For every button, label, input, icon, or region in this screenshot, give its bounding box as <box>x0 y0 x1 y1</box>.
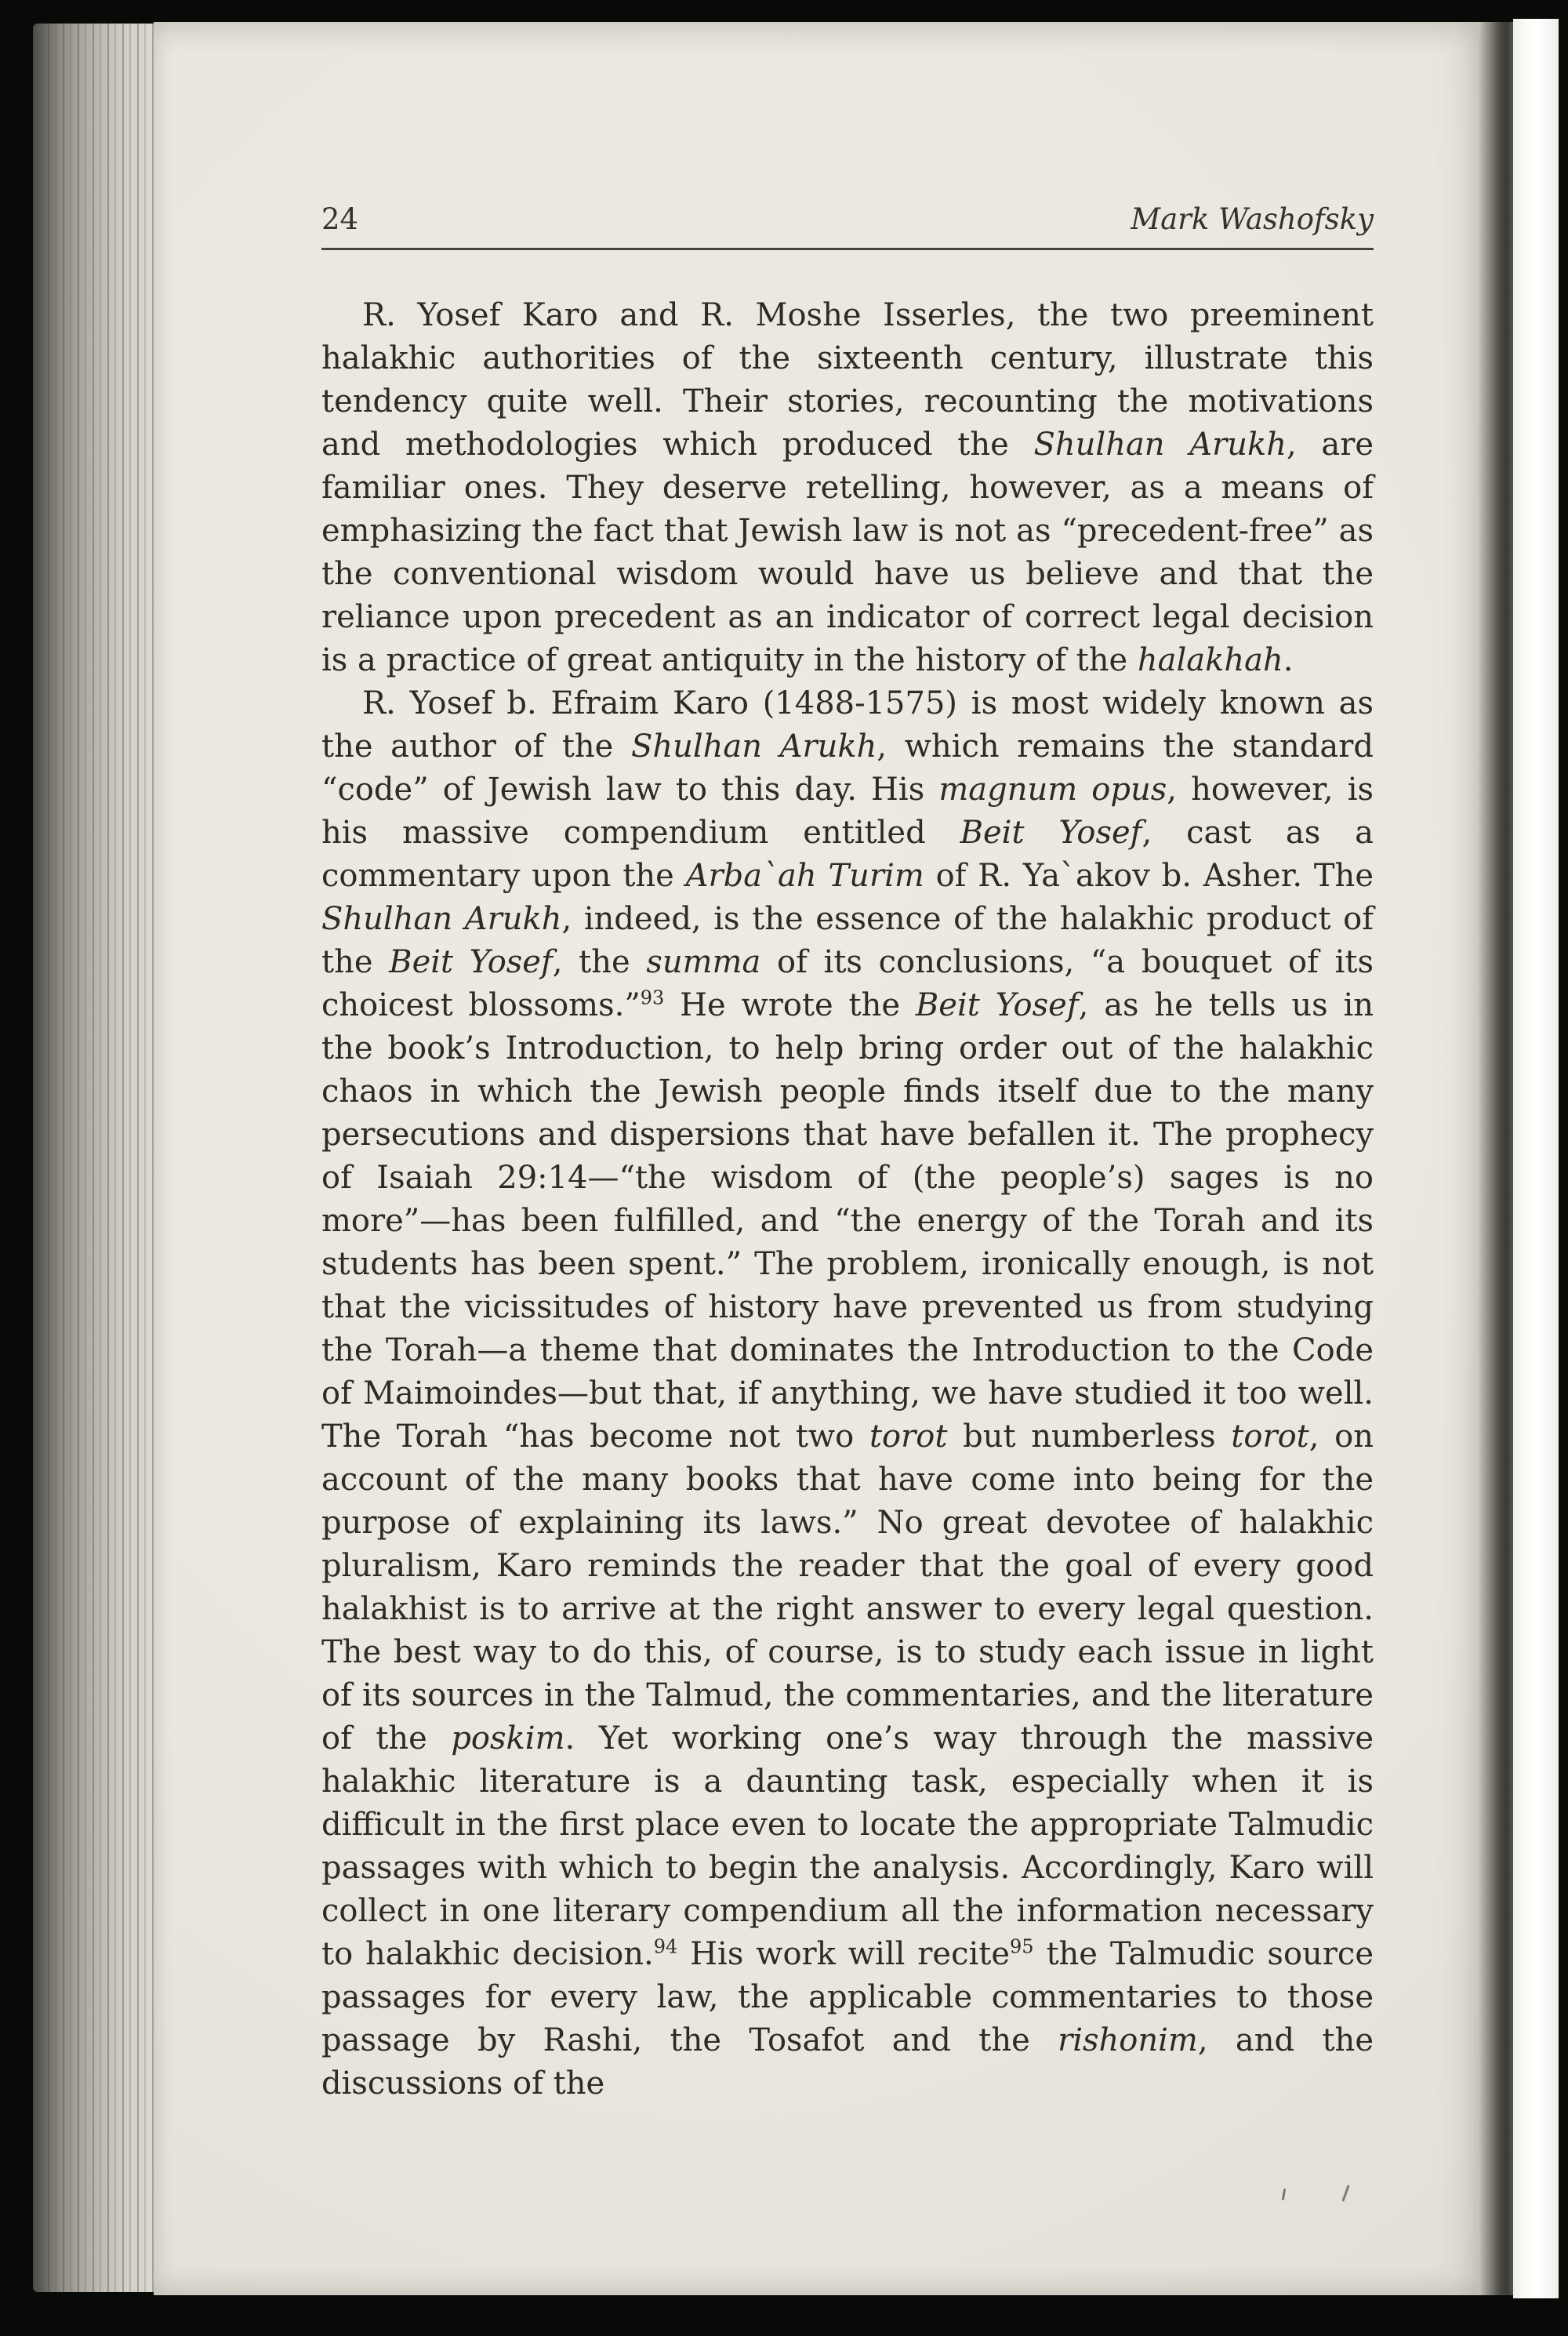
italic-run: Shulhan Arukh <box>321 901 562 937</box>
text-run: , cast as a commentary upon the <box>321 815 1374 894</box>
italic-run: Arba`ah Turim <box>685 858 924 894</box>
running-head-author: Mark Washofsky <box>1131 202 1374 236</box>
text-run: , however, is his massive compendium entitled <box>321 772 1374 851</box>
text-run: , and the discussions of the <box>321 2022 1374 2102</box>
header-rule <box>321 248 1374 250</box>
italic-run: Beit Yosef <box>915 987 1079 1023</box>
text-run: , on account of the many books that have come into being for the purpose of explaining its laws.” No great devotee of halakhic pluralism, Karo reminds the reader that the goal of every good halakhist is to arrive at the right answer to every legal question. The best way to do this, of course, is to study each issue in light of its sources in the Talmud, the commentaries, and the literature of the <box>321 1419 1374 1757</box>
page-content <box>321 202 1374 2105</box>
page-edges-stack <box>33 24 158 2292</box>
text-run: , as he tells us in the book’s Introduction, to help bring order out of the halakhic chaos in which the Jewish people finds itself due to the many persecutions and dispersions that have befallen it. The prophecy of Isaiah 29:14—“the wisdom of (the people’s) sages is no more”—has been fulfilled, and “the energy of the Torah and its students has been spent.” The problem, ironically enough, is not that the vicissitudes of history have prevented us from studying the Torah—a theme that dominates the Introduction to the Code of Maimoindes—but that, if anything, we have studied it too well. The Torah “has become not two <box>321 987 1374 1455</box>
italic-run: halakhah <box>1137 642 1283 678</box>
paragraph <box>321 682 1374 2105</box>
text-run: His work will recite <box>677 1936 1011 1972</box>
scan-artifact-marks <box>1279 2183 1352 2205</box>
italic-run: Beit Yosef <box>960 815 1142 851</box>
body-text <box>321 294 1374 2105</box>
footnote-reference: 94 <box>653 1935 678 1958</box>
text-run: R. Yosef Karo and R. Moshe Isserles, the two preeminent halakhic authorities of the sixteenth century, illustrate this tendency quite well. Their stories, recounting the motivations and methodologies which produced the <box>321 297 1374 463</box>
footnote-reference: 93 <box>640 986 665 1009</box>
italic-run: poskim <box>451 1720 565 1757</box>
gutter-shadow <box>1479 22 1513 2295</box>
text-run: R. Yosef b. Efraim Karo (1488-1575) is most widely known as the author of the <box>321 685 1374 765</box>
paragraph <box>321 294 1374 682</box>
text-run: . Yet working one’s way through the massive halakhic literature is a daunting task, especially when it is difficult in the first place even to locate the appropriate Talmudic passages with which to begin the analysis. Accordingly, Karo will collect in one literary compendium all the information necessary to halakhic decision. <box>321 1720 1374 1972</box>
italic-run: Shulhan Arukh <box>1033 427 1287 463</box>
text-run: He wrote the <box>664 987 916 1023</box>
italic-run: torot <box>869 1419 948 1455</box>
text-run: but numberless <box>947 1419 1232 1455</box>
italic-run: torot <box>1231 1419 1309 1455</box>
text-run: the Talmudic source passages for every law, the applicable commentaries to those passage by Rashi, the Tosafot and the <box>321 1936 1374 2058</box>
running-head <box>321 202 1374 237</box>
italic-run: Shulhan Arukh <box>630 728 877 765</box>
facing-page-edge <box>1513 19 1559 2298</box>
italic-run: Beit Yosef <box>389 944 553 980</box>
text-run: of its conclusions, “a bouquet of its choicest blossoms.” <box>321 944 1374 1023</box>
italic-run: summa <box>646 944 761 980</box>
text-run: , the <box>552 944 647 980</box>
text-run: . <box>1283 642 1294 678</box>
footnote-reference: 95 <box>1010 1935 1034 1958</box>
page-number: 24 <box>321 202 359 236</box>
text-run: , are familiar ones. They deserve retelling, however, as a means of emphasizing the fact that Jewish law is not as “precedent-free” as the conventional wisdom would have us believe and that the reliance upon precedent as an indicator of correct legal decision is a practice of great antiquity in the history of the <box>321 427 1374 678</box>
italic-run: rishonim <box>1058 2022 1198 2058</box>
italic-run: magnum opus <box>938 772 1167 808</box>
book-page <box>154 22 1479 2295</box>
text-run: of R. Ya`akov b. Asher. The <box>924 858 1374 894</box>
text-run: , which remains the standard “code” of Jewish law to this day. His <box>321 728 1374 808</box>
text-run: , indeed, is the essence of the halakhic product of the <box>321 901 1374 980</box>
